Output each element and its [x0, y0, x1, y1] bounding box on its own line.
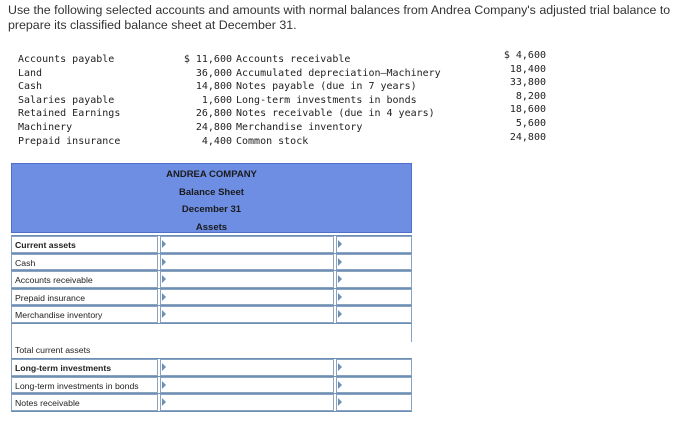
table-row — [11, 271, 412, 289]
account-name: Accounts receivable — [236, 54, 351, 65]
question-prompt: Use the following selected accounts and amounts with normal balances from Andrea Company's adjusted trial balance to prepare its classified balance sheet at December 31. — [8, 3, 671, 32]
account-amount: 14,800 — [195, 81, 232, 93]
row-label-input[interactable]: Long-term investments — [11, 359, 158, 376]
account-name: Notes receivable (due in 4 years) — [236, 108, 435, 120]
table-row — [11, 359, 412, 377]
amount-input[interactable] — [160, 289, 334, 306]
table-row — [11, 394, 412, 412]
total-input[interactable] — [336, 377, 412, 394]
amount-input[interactable] — [160, 306, 334, 323]
total-input[interactable] — [336, 236, 412, 253]
total-input[interactable] — [336, 254, 412, 271]
table-row — [11, 289, 412, 307]
statement-date: December 31 — [181, 204, 242, 215]
total-input[interactable] — [336, 359, 412, 376]
account-amount: 4,400 — [201, 135, 232, 147]
accounts-col2-amounts — [490, 49, 546, 144]
row-label-input[interactable]: Prepaid insurance — [11, 289, 158, 306]
row-label-input[interactable]: Cash — [11, 254, 158, 271]
account-amount: 1,600 — [201, 94, 232, 106]
table-row — [11, 377, 412, 395]
account-amount: 8,200 — [515, 90, 546, 102]
account-name: Retained Earnings — [18, 108, 121, 120]
account-name: Common stock — [236, 135, 309, 147]
total-input[interactable] — [336, 342, 412, 359]
amount-input[interactable] — [160, 359, 334, 376]
total-input[interactable] — [336, 394, 412, 411]
account-name: Land — [18, 67, 43, 79]
account-name: Cash — [18, 81, 43, 93]
accounts-col2-names — [236, 53, 441, 148]
blank-row — [11, 324, 412, 342]
balance-sheet-header — [11, 163, 412, 233]
amount-input[interactable] — [160, 236, 334, 253]
row-label-input[interactable]: Current assets — [11, 236, 158, 253]
account-name: Accumulated depreciation—Machinery — [236, 67, 441, 79]
account-amount: 18,600 — [509, 104, 546, 116]
account-amount: 18,400 — [509, 63, 546, 75]
accounts-col1-names — [18, 53, 120, 148]
account-amount: $ 11,600 — [183, 54, 232, 65]
balance-sheet-rows — [11, 236, 412, 412]
row-label-input[interactable]: Merchandise inventory — [11, 306, 158, 323]
row-label-input[interactable]: Accounts receivable — [11, 271, 158, 288]
account-name: Machinery — [18, 121, 73, 133]
total-input[interactable] — [336, 306, 412, 323]
table-row — [11, 342, 412, 360]
account-amount: 26,800 — [195, 108, 232, 120]
row-label-input[interactable]: Notes receivable — [11, 394, 158, 411]
account-amount: 33,800 — [509, 77, 546, 89]
account-name: Merchandise inventory — [236, 121, 363, 133]
amount-input[interactable] — [160, 377, 334, 394]
amount-input[interactable] — [160, 394, 334, 411]
account-amount: $ 4,600 — [503, 50, 546, 61]
amount-input[interactable] — [160, 254, 334, 271]
amount-input[interactable] — [160, 342, 334, 359]
account-amount: 36,000 — [195, 67, 232, 79]
balance-sheet-form — [11, 163, 412, 412]
company-name: ANDREA COMPANY — [166, 169, 257, 180]
account-name: Accounts payable — [18, 54, 115, 65]
section-title: Assets — [195, 221, 228, 233]
accounts-col1-amounts — [176, 53, 232, 148]
statement-title: Balance Sheet — [179, 186, 244, 198]
account-amount: 24,800 — [195, 121, 232, 133]
table-row — [11, 306, 412, 324]
account-amount: 5,600 — [515, 117, 546, 129]
account-name: Notes payable (due in 7 years) — [236, 81, 417, 93]
account-name: Prepaid insurance — [18, 135, 121, 147]
table-row — [11, 236, 412, 254]
row-label-input[interactable]: Long-term investments in bonds — [11, 377, 158, 394]
total-input[interactable] — [336, 289, 412, 306]
table-row — [11, 254, 412, 272]
account-amount: 24,800 — [509, 131, 546, 143]
row-label-input[interactable]: Total current assets — [11, 342, 158, 359]
total-input[interactable] — [336, 271, 412, 288]
account-name: Salaries payable — [18, 94, 115, 106]
amount-input[interactable] — [160, 271, 334, 288]
account-name: Long-term investments in bonds — [236, 94, 417, 106]
